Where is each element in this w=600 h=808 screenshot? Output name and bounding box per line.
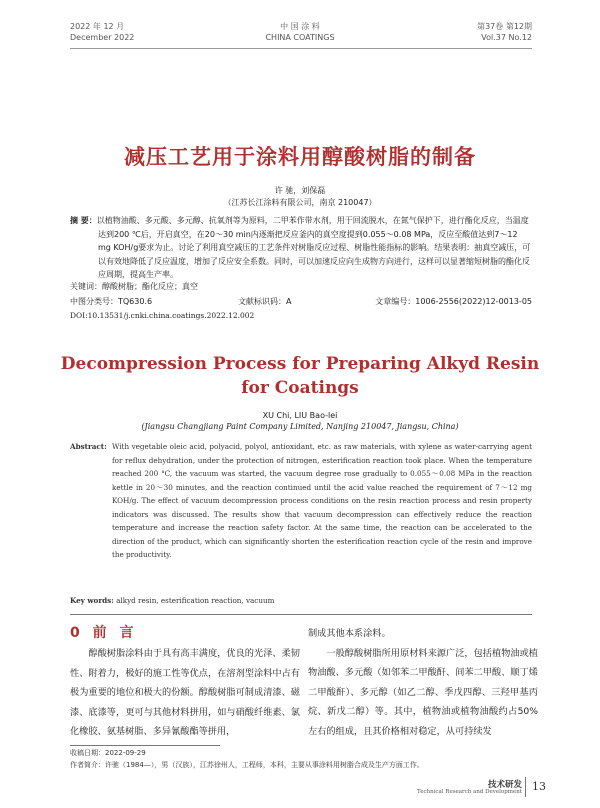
affiliation-en: (Jiangsu Changjiang Paint Company Limited, Nanjing 210047, Jiangsu, China) xyxy=(141,422,459,431)
affiliation-cn: （江苏长江涂料有限公司，南京 210047） xyxy=(223,198,377,207)
abstract-cn-text: 以植物油酸、多元酸、多元醇、抗氧剂等为原料，二甲苯作带水剂，用于回流脱水，在氮气保护下，进行酯化反应，当温度达到200 ℃后，开启真空，在20～30 min内逐渐把反应釜内的真空度提到0.055～0.08 MPa，反应至酸值达到7～12 mg KOH/g要求为止。讨论了利用真空减压的工艺条件对树脂反应过程、树脂性能指标的影响。结果表明：抽真空减压，可以有效地降低了反应温度，增加了反应安全系数。同时，可以加速反应向生成物方向进行，这样可以显著缩短树脂的酯化反应周期，提高生产率。 xyxy=(96,216,531,279)
keywords-cn-label: 关键词： xyxy=(70,282,102,291)
abstract-en-text: With vegetable oleic acid, polyacid, polyol, antioxidant, etc. as raw materials, with xylene as water-carrying agent for reflux dehydration, under the protection of nitrogen, esterification reaction took place. When the temperature reached 200 °C, the vacuum was started, the vacuum degree rose gradually to 0.055～0.08 MPa in the reaction kettle in 20～30 minutes, and the reaction continued until the acid value reached the requirement of 7～12 mg KOH/g. The effect of vacuum decompression process conditions on the resin reaction process and resin property indicators was discussed. The results show that vacuum decompression can effectively reduce the reaction temperature and increase the reaction safety factor. At the same time, the reaction can be accelerated to the direction of the product, which can significantly shorten the esterification reaction cycle of the resin and improve the productivity. xyxy=(112,442,532,559)
intro-paragraph-1: 醇酸树脂涂料由于具有高丰满度，优良的光泽、柔韧性、附着力，极好的施工性等优点，在溶剂型涂料中占有极为重要的地位和极大的份额。醇酸树脂可制成清漆、磁漆、底漆等，更可与其他材料拼用，如与硝酸纤维素、氯化橡胶、氨基树脂、多异氰酸酯等拼用， xyxy=(70,648,300,737)
header-volume xyxy=(477,21,532,43)
page-number: 13 xyxy=(532,780,546,793)
article-title-en: Decompression Process for Preparing Alkyd Resin for Coatings xyxy=(60,354,540,398)
abstract-en-label: Abstract: xyxy=(70,442,107,451)
body-column-left xyxy=(70,644,300,742)
section-title-introduction: 0 前 言 xyxy=(70,625,138,641)
body-column-right xyxy=(308,624,538,741)
keywords-en-label: Key words: xyxy=(70,596,114,605)
clc-number: 中图分类号：TQ630.6 xyxy=(70,297,153,306)
header-journal-cn: 中 国 涂 料 xyxy=(280,22,320,31)
header-volume-cn: 第37卷 第12期 xyxy=(477,22,532,31)
header-volume-en: Vol.37 No.12 xyxy=(481,33,532,42)
footnote-author-bio: 作者简介：许驰（1984—），男（汉族），江苏徐州人，工程师，本科，主要从事涂料用树脂合成及生产方面工作。 xyxy=(70,761,424,769)
section-divider xyxy=(70,614,532,615)
authors-en: XU Chi, LIU Bao-lei xyxy=(262,411,338,420)
footer-section-cn: 技术研发 xyxy=(487,780,522,790)
footer-separator xyxy=(525,777,526,797)
keywords-en xyxy=(70,596,532,605)
authors-cn: 许 驰，刘保磊 xyxy=(274,186,326,195)
keywords-cn xyxy=(70,281,198,292)
header-divider xyxy=(70,48,532,49)
doi: DOI:10.13531/j.cnki.china.coatings.2022.12.002 xyxy=(70,311,255,320)
keywords-en-text: alkyd resin, esterification reaction, vacuum xyxy=(116,596,275,605)
abstract-cn xyxy=(70,214,532,282)
footnote-received-date: 收稿日期：2022-09-29 xyxy=(70,749,146,757)
article-number: 文章编号：1006-2556(2022)12-0013-05 xyxy=(375,297,532,306)
document-code: 文献标识码：A xyxy=(238,297,292,306)
intro-paragraph-2: 一般醇酸树脂所用原材料来源广泛，包括植物油或植物油酸、多元酸（如邻苯二甲酸酐、间苯二甲酸、顺丁烯二甲酸酐）、多元醇（如乙二醇、季戊四醇、三羟甲基丙烷、新戊二醇）等。其中，植物油或植物油酸约占50%左右的组成，且其价格相对稳定，从可持续发 xyxy=(308,647,538,737)
article-title-cn: 减压工艺用于涂料用醇酸树脂的制备 xyxy=(124,145,476,169)
footer-section-en: Technical Research and Development xyxy=(417,789,522,795)
header-date-en: December 2022 xyxy=(70,33,135,42)
abstract-en xyxy=(70,440,532,562)
abstract-cn-label: 摘 要： xyxy=(70,216,97,225)
footnote-divider xyxy=(70,745,220,746)
keywords-cn-text: 醇酸树脂；酯化反应；真空 xyxy=(102,282,198,291)
intro-paragraph-1-continued: 制成其他本系涂料。 xyxy=(308,628,391,639)
header-journal-en: CHINA COATINGS xyxy=(265,33,335,42)
header-date-cn: 2022 年 12 月 xyxy=(70,22,125,31)
